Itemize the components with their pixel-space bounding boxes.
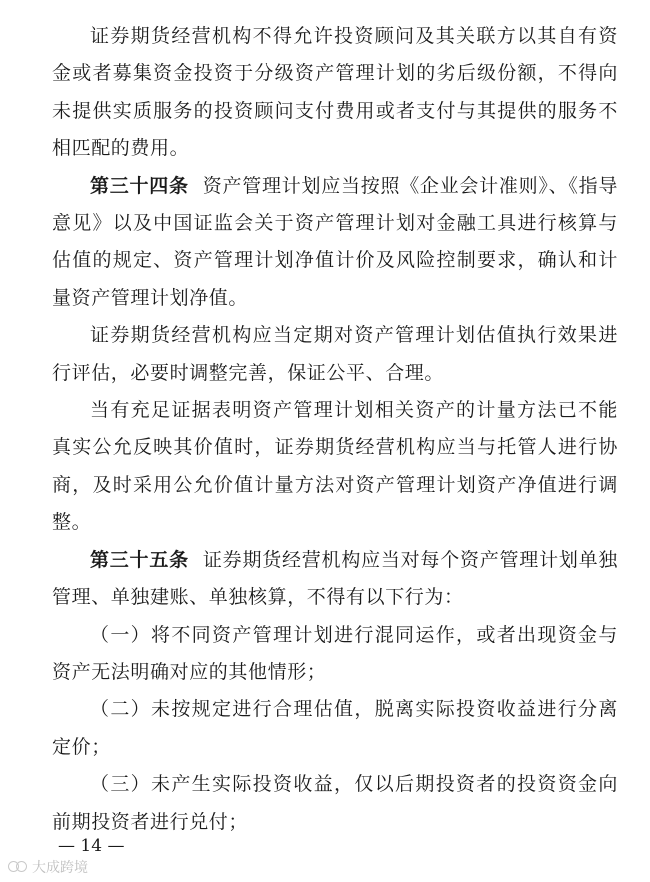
article-number: 第三十五条 <box>90 548 189 571</box>
paragraph-fair-value-adjustment <box>52 392 618 542</box>
list-item-3 <box>52 766 618 841</box>
paragraph-investment-advisor-restriction <box>52 18 618 168</box>
paragraph-valuation-review <box>52 317 618 392</box>
article-34 <box>52 168 618 318</box>
article-number: 第三十四条 <box>90 174 189 197</box>
watermark-text: 大成跨境 <box>32 860 88 876</box>
paragraph-text: 证券期货经营机构应当定期对资产管理计划估值执行效果进行评估，必要时调整完善，保证公平、合理。 <box>52 324 618 384</box>
paragraph-text: 当有充足证据表明资产管理计划相关资产的计量方法已不能真实公允反映其价值时，证券期货经营机构应当与托管人进行协商，及时采用公允价值计量方法对资产管理计划资产净值进行调整。 <box>52 399 618 534</box>
paragraph-text: 证券期货经营机构不得允许投资顾问及其关联方以其自有资金或者募集资金投资于分级资产管理计划的劣后级份额，不得向未提供实质服务的投资顾问支付费用或者支付与其提供的服务不相匹配的费用。 <box>52 25 618 160</box>
list-item-1 <box>52 617 618 692</box>
watermark <box>8 857 88 877</box>
paragraph-text: 资产管理计划应当按照《企业会计准则》、《指导意见》以及中国证监会关于资产管理计划对金融工具进行核算与估值的规定、资产管理计划净值计价及风险控制要求，确认和计量资产管理计划净值。 <box>52 174 618 309</box>
list-item-2 <box>52 691 618 766</box>
paragraph-text: （一）将不同资产管理计划进行混同运作，或者出现资金与资产无法明确对应的其他情形； <box>52 623 618 683</box>
paragraph-text: 证券期货经营机构应当对每个资产管理计划单独管理、单独建账、单独核算，不得有以下行为： <box>52 548 618 609</box>
paragraph-text: （三）未产生实际投资收益，仅以后期投资者的投资资金向前期投资者进行兑付； <box>52 773 618 833</box>
watermark-logo-icon <box>8 860 28 874</box>
document-page <box>52 18 618 841</box>
page-number: — 14 — <box>58 836 125 856</box>
article-35 <box>52 542 618 617</box>
paragraph-text: （二）未按规定进行合理估值，脱离实际投资收益进行分离定价； <box>52 698 618 758</box>
